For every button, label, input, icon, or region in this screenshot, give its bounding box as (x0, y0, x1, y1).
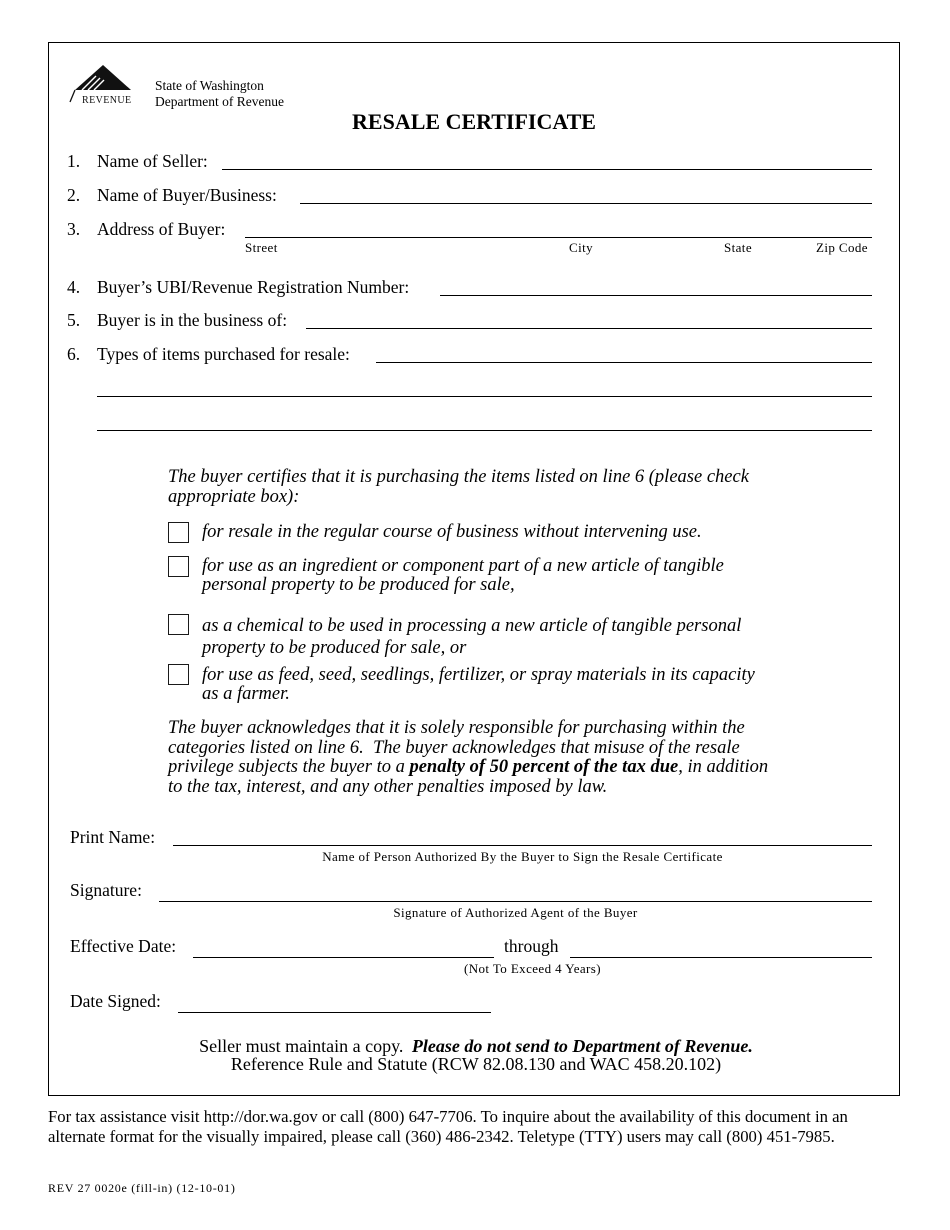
acknowledgement-line: privilege subjects the buyer to a (168, 757, 405, 778)
option-line: for use as an ingredient or component part of a new article of tangible (202, 556, 724, 576)
signature-field[interactable] (159, 883, 872, 902)
field-number: 3. (67, 219, 81, 239)
print-name-field[interactable] (173, 827, 872, 846)
option-line: for use as feed, seed, seedlings, fertilizer, or spray materials in its capacity (202, 665, 755, 685)
field-number: 5. (67, 310, 81, 330)
option-farmer (168, 664, 788, 708)
signature-label: Signature: (70, 880, 142, 900)
date-signed-field[interactable] (178, 994, 491, 1013)
agency-state: State of Washington (155, 78, 264, 93)
seller-name-label: Name of Seller: (97, 151, 208, 171)
ubi-number-label: Buyer’s UBI/Revenue Registration Number: (97, 277, 410, 297)
option-chemical-text (202, 615, 741, 659)
option-line: property to be produced for sale, or (202, 638, 467, 658)
option-farmer-text (202, 666, 755, 704)
form-id: REV 27 0020e (fill-in) (12-10-01) (48, 1181, 236, 1195)
revenue-logo (67, 62, 133, 106)
items-purchased-label: Types of items purchased for resale: (97, 344, 350, 364)
option-chemical (168, 614, 788, 658)
option-ingredient-checkbox[interactable] (168, 556, 189, 577)
buyer-address-field[interactable] (245, 219, 872, 238)
option-line: for resale in the regular course of business without intervening use. (202, 522, 702, 542)
signature-caption: Signature of Authorized Agent of the Buyer (393, 905, 638, 920)
option-ingredient-text (202, 557, 724, 595)
acknowledgement-line: , in addition (678, 757, 769, 778)
option-line: personal property to be produced for sale, (202, 575, 515, 595)
acknowledgement-paragraph (168, 719, 768, 798)
print-name-label: Print Name: (70, 827, 156, 847)
field-number: 6. (67, 344, 81, 364)
address-zip-caption: Zip Code (816, 240, 868, 255)
option-resale-checkbox[interactable] (168, 522, 189, 543)
field-number: 2. (67, 185, 81, 205)
print-name-caption: Name of Person Authorized By the Buyer to Sign the Resale Certificate (322, 849, 723, 864)
acknowledgement-line: to the tax, interest, and any other penalties imposed by law. (168, 777, 608, 798)
option-line: as a farmer. (202, 684, 290, 704)
field-number: 4. (67, 277, 81, 297)
seller-copy-note: Seller must maintain a copy. (199, 1036, 404, 1056)
acknowledgement-line: categories listed on line 6. The buyer acknowledges that misuse of the resale (168, 737, 740, 758)
option-resale-text (202, 523, 702, 542)
option-ingredient (168, 556, 788, 600)
option-line: as a chemical to be used in processing a new article of tangible personal (202, 616, 742, 636)
acknowledgement-line: The buyer acknowledges that it is solely responsible for purchasing within the (168, 718, 745, 738)
effective-date-caption: (Not To Exceed 4 Years) (464, 961, 601, 976)
option-farmer-checkbox[interactable] (168, 664, 189, 685)
do-not-send-note: Please do not send to Department of Revenue. (411, 1036, 753, 1056)
address-state-caption: State (724, 240, 752, 255)
business-type-field[interactable] (306, 310, 872, 329)
effective-date-through-label: through (504, 936, 559, 956)
effective-date-through-field[interactable] (570, 939, 872, 958)
page-title: RESALE CERTIFICATE (352, 109, 596, 134)
option-chemical-checkbox[interactable] (168, 614, 189, 635)
address-city-caption: City (569, 240, 593, 255)
penalty-emphasis: penalty of 50 percent of the tax due (409, 757, 679, 778)
business-type-label: Buyer is in the business of: (97, 310, 288, 330)
assistance-line: For tax assistance visit http://dor.wa.gov or call (800) 647-7706. To inquire about the availability of this document in an (48, 1107, 848, 1126)
certification-intro (168, 468, 749, 507)
assistance-line: alternate format for the visually impaired, please call (360) 486-2342. Teletype (TTY) users may call (800) 451-7985. (48, 1127, 835, 1146)
buyer-name-field[interactable] (300, 185, 872, 204)
address-street-caption: Street (245, 240, 278, 255)
ubi-number-field[interactable] (440, 277, 872, 296)
certification-intro-line: appropriate box): (168, 486, 300, 507)
effective-date-label: Effective Date: (70, 936, 177, 956)
date-signed-label: Date Signed: (70, 991, 161, 1011)
assistance-footer (48, 1107, 848, 1147)
certification-intro-line: The buyer certifies that it is purchasing the items listed on line 6 (please check (168, 467, 749, 487)
buyer-name-label: Name of Buyer/Business: (97, 185, 277, 205)
logo-wordmark: REVENUE (82, 95, 132, 106)
reference-statute-note: Reference Rule and Statute (RCW 82.08.130 and WAC 458.20.102) (230, 1054, 722, 1074)
items-purchased-field-line-2[interactable] (97, 378, 872, 397)
seller-notes (56, 1037, 896, 1073)
items-purchased-field[interactable] (376, 344, 872, 363)
items-purchased-field-line-3[interactable] (97, 412, 872, 431)
buyer-address-label: Address of Buyer: (97, 219, 226, 239)
effective-date-from-field[interactable] (193, 939, 494, 958)
agency-department: Department of Revenue (155, 94, 284, 109)
seller-name-field[interactable] (222, 151, 872, 170)
field-number: 1. (67, 151, 81, 171)
mountain-icon (75, 65, 131, 90)
